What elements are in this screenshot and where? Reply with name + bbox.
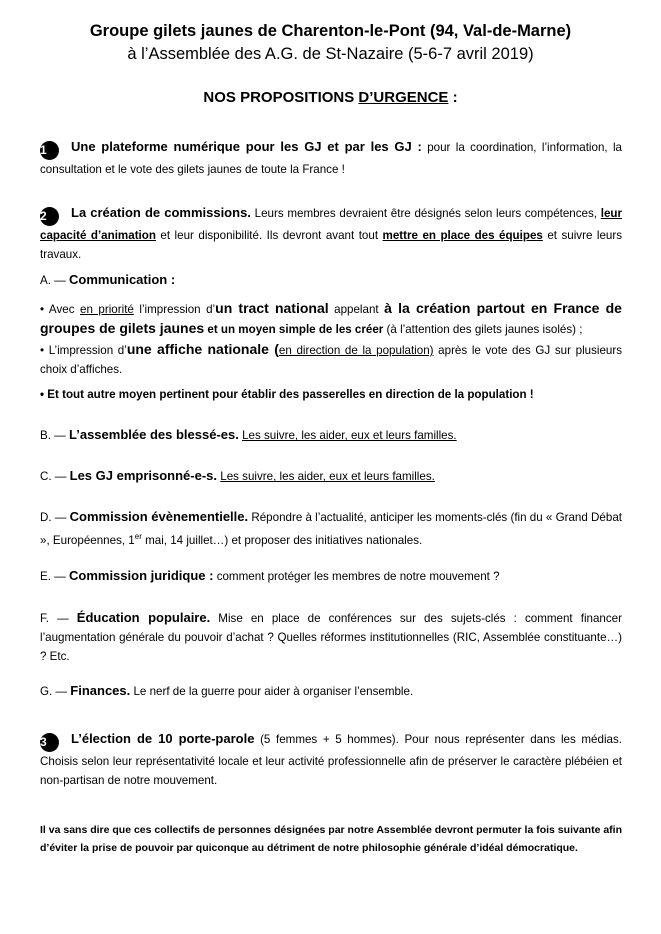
number-3-icon: 3 — [40, 733, 59, 752]
proposal-3-title: L’élection de 10 porte-parole — [71, 731, 255, 746]
proposal-1-title: Une plateforme numérique pour les GJ et par les GJ : — [71, 139, 422, 154]
bullet-1-bold-1: un tract national — [215, 300, 329, 316]
section-f — [40, 608, 622, 666]
section-b-text: Les suivre, les aider, eux et leurs familles. — [242, 429, 457, 442]
heading-part2: D’URGENCE — [358, 89, 449, 106]
proposal-2-title: La création de commissions. — [71, 205, 251, 220]
section-e-title: Commission juridique : — [69, 568, 214, 583]
section-e-text: comment protéger les membres de notre mouvement ? — [213, 570, 500, 583]
bullet-1-text-5: (à l’attention des gilets jaunes isolés) ; — [383, 323, 583, 336]
proposal-3 — [40, 729, 622, 790]
number-2-icon: 2 — [40, 207, 59, 226]
bullet-1-underline: en priorité — [80, 303, 134, 316]
proposal-2-text-1: Leurs membres devraient être désignés selon leurs compétences, — [250, 207, 601, 220]
section-a-bullet-3: • Et tout autre moyen pertinent pour établir des passerelles en direction de la population ! — [40, 388, 534, 401]
section-b-prefix: B. — — [40, 429, 69, 442]
section-f-title: Éducation populaire. — [76, 610, 211, 625]
conclusion-paragraph: Il va sans dire que ces collectifs de personnes désignées par notre Assemblée devront permuter la fois suivante afin d’éviter la prise de pouvoir par quiconque au détriment de notre philosophie générale d’idéal démocratique. — [40, 824, 622, 854]
section-a-bullet-1 — [40, 299, 622, 339]
section-g-title: Finances. — [70, 683, 131, 698]
section-c — [40, 466, 622, 486]
bullet-1-bold-2: à la création partout en France de groupes de gilets jaunes — [40, 300, 622, 336]
bullet-1-text-2: l’impression d’ — [133, 303, 216, 316]
section-c-title: Les GJ emprisonné-e-s. — [69, 468, 218, 483]
section-g-prefix: G. — — [40, 685, 71, 698]
heading-part3: : — [448, 89, 458, 106]
section-a-heading — [40, 270, 622, 290]
section-f-text: Mise en place de conférences sur des sujets-clés : comment financer l’augmentation générale du pouvoir d’achat ? Quelles réformes institutionnelles (RIC, Assemblée constituante…) ? Etc. — [40, 612, 622, 663]
section-b-title: L’assemblée des blessé-es. — [69, 427, 239, 442]
proposal-2-text-3: et suivre leurs travaux. — [40, 229, 622, 261]
section-d-text-2: mai, 14 juillet…) et proposer des initiatives nationales. — [141, 533, 423, 547]
bullet-2-underline: en direction de la population) — [278, 344, 434, 357]
section-e-prefix: E. — — [40, 570, 69, 583]
proposal-2-underline-2: mettre en place des équipes — [382, 229, 543, 242]
bullet-2-text-2: après le vote des GJ sur plusieurs choix d’affiches. — [40, 344, 623, 376]
section-d-text-1: Répondre à l’actualité, anticiper les moments-clés (fin du « Grand Débat », Européennes, 1 — [40, 511, 622, 547]
section-c-text: Les suivre, les aider, eux et leurs familles. — [220, 470, 435, 483]
section-d-sup: er — [134, 532, 142, 541]
proposal-1-text: pour la coordination, l’information, la consultation et le vote des gilets jaunes de toute la France ! — [40, 141, 622, 176]
document-subtitle: à l’Assemblée des A.G. de St-Nazaire (5-6-7 avril 2019) — [127, 45, 534, 63]
heading-part1: NOS PROPOSITIONS — [203, 89, 359, 106]
section-c-prefix: C. — — [40, 470, 70, 483]
section-b — [40, 425, 622, 445]
section-e — [40, 566, 622, 586]
section-g — [40, 681, 622, 701]
section-a-prefix: A. — — [40, 274, 69, 287]
section-d-title: Commission évènementielle. — [69, 509, 249, 524]
bullet-1-bold-3: et un moyen simple de les créer — [207, 323, 384, 336]
document-title: Groupe gilets jaunes de Charenton-le-Pont (94, Val-de-Marne) — [89, 22, 572, 40]
section-f-prefix: F. — — [40, 612, 77, 625]
proposal-2-text-2: et leur disponibilité. Ils devront avant tout — [155, 229, 383, 242]
section-g-text: Le nerf de la guerre pour aider à organiser l’ensemble. — [130, 685, 414, 698]
section-d — [40, 507, 622, 550]
section-a-title: Communication : — [69, 272, 176, 287]
number-1-icon: 1 — [40, 141, 59, 160]
section-heading — [0, 89, 661, 107]
proposal-2-underline-1: leur capacité d’animation — [40, 207, 622, 242]
section-d-prefix: D. — — [40, 511, 70, 524]
bullet-2-bold: une affiche nationale ( — [126, 341, 279, 357]
proposal-2 — [40, 203, 622, 264]
bullet-2-text-1: • L’impression d’ — [40, 344, 127, 357]
proposal-3-text: (5 femmes + 5 hommes). Pour nous représenter dans les médias. Choisis selon leur représentativité locale et leur activité professionnelle afin de préserver le caractère plébéien et non-partisan de notre mouvement. — [40, 733, 622, 787]
section-a-bullet-2 — [40, 340, 622, 379]
bullet-1-text-1: • Avec — [40, 303, 81, 316]
bullet-1-text-3: appelant — [328, 303, 385, 316]
proposal-1 — [40, 137, 622, 179]
